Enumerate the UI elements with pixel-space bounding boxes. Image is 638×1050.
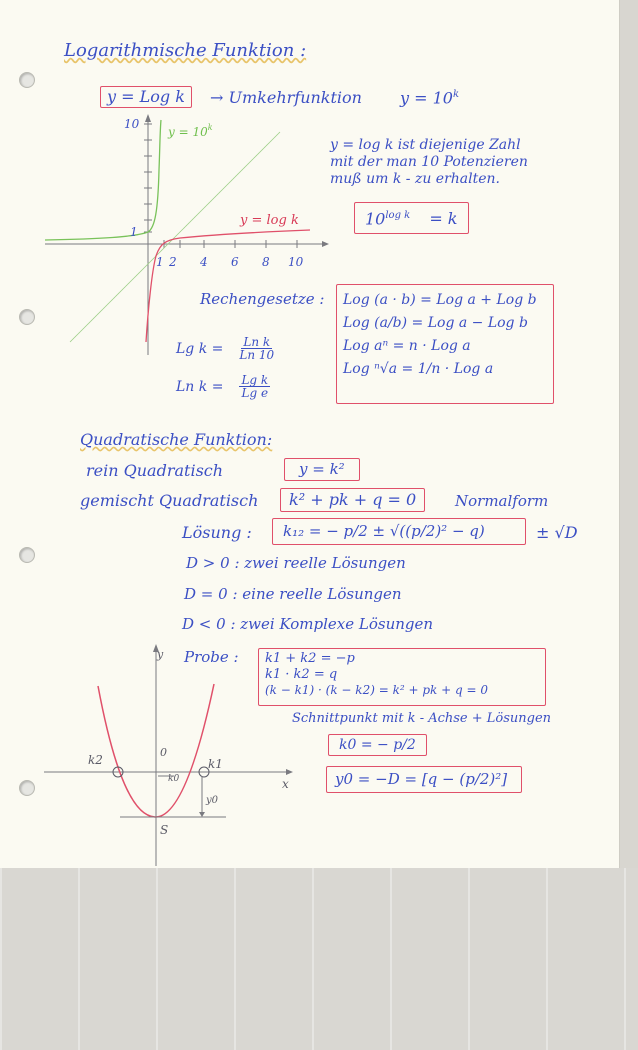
punch-hole-2 [19,309,35,325]
x-axis-label: x [282,777,289,791]
y0-formula: y0 = −D = [q − (p/2)²] [326,766,522,793]
def-box-exp: log k [385,210,411,221]
definition-line: y = log k ist diejenige Zahl [330,137,521,153]
y-axis-arrow-icon [145,114,151,122]
fraction-numerator: Ln k [243,335,271,349]
inverse-formula-base: y = 10 [400,88,453,108]
probe-line: k1 · k2 = q [265,667,338,682]
x-tick-label: 2 [169,255,177,269]
def-box-rest: = k [429,209,458,229]
y0-label: y0 [206,795,219,806]
loesung-label: Lösung : [182,523,252,542]
k2-label: k2 [88,753,103,767]
log-definition [330,138,528,186]
x-axis-arrow-icon [286,769,293,775]
rein-label: rein Quadratisch [86,461,224,480]
curve-log-label: y = log k [240,213,299,228]
x-tick-label: 10 [288,255,304,269]
rein-formula: y = k² [284,458,360,481]
k0-formula: k0 = − p/2 [328,734,427,756]
conversion-2 [176,374,270,399]
identity-line [70,132,280,342]
y-one-label: 1 [130,225,138,239]
conversion-left: Ln k = [176,378,224,395]
probe-line: k1 + k2 = −p [265,651,355,666]
curve-10x-label-exp: k [207,123,213,132]
y-top-label: 10 [124,117,140,131]
gemischt-formula: k² + pk + q = 0 [280,488,425,512]
rules-box [336,284,554,404]
case-line: D < 0 : zwei Komplexe Lösungen [182,615,434,633]
origin-label: 0 [160,746,167,759]
definition-line: muß um k - zu erhalten. [330,171,500,187]
log-section-title: Logarithmische Funktion : [64,40,307,61]
y-axis-label: y [157,648,164,661]
punch-hole-1 [19,72,35,88]
parabola-graph [40,640,300,868]
conversion-1 [176,336,274,361]
def-box-base: 10 [365,209,386,229]
fraction-numerator: Lg k [241,373,269,387]
curve-log [146,230,310,342]
schnitt-text: Schnittpunkt mit k - Achse + Lösungen [292,711,552,726]
normalform-label: Normalform [455,492,549,510]
gemischt-label: gemischt Quadratisch [80,491,259,510]
x-tick-label: 6 [231,255,239,269]
probe-box [258,648,546,706]
punch-hole-3 [19,547,35,563]
fraction-denominator: Ln 10 [239,348,275,362]
x-axis-arrow-icon [322,241,329,247]
probe-line: (k − k1) · (k − k2) = k² + pk + q = 0 [265,683,488,697]
probe-label: Probe : [184,648,239,666]
rules-label: Rechengesetze : [200,290,325,308]
loesung-formula: k₁₂ = − p/2 ± √((p/2)² − q) [272,518,526,545]
log-boxed-formula: y = Log k [100,86,192,108]
quad-section-title: Quadratische Funktion: [80,430,273,449]
umkehr-label: → Umkehrfunktion [210,88,362,107]
x-tick-label: 4 [200,255,208,269]
rule-line: Log ⁿ√a = 1/n · Log a [343,361,494,377]
x-tick-label: 8 [262,255,270,269]
inverse-formula-exp: k [452,89,460,100]
rule-line: Log aⁿ = n · Log a [343,338,471,354]
k1-label: k1 [208,757,223,771]
fraction-denominator: Lg e [241,386,269,400]
k0-label: k0 [168,774,180,784]
curve-10x-label-base: y = 10 [168,125,208,139]
inverse-formula [400,90,459,106]
curve-10x-label [167,123,213,139]
scan-background [0,868,638,1050]
vertex-s-label: S [160,823,169,837]
conversion-left: Lg k = [176,340,224,357]
case-line: D > 0 : zwei reelle Lösungen [186,554,406,572]
case-line: D = 0 : eine reelle Lösungen [184,585,402,603]
x-tick-label: 1 [156,255,164,269]
conversion-fraction [239,374,270,399]
y0-arrow-icon [199,812,205,817]
log-graph [40,110,330,360]
definition-line: mit der man 10 Potenzieren [330,154,528,170]
rule-line: Log (a/b) = Log a − Log b [343,315,528,331]
curve-10x [45,120,161,240]
rule-line: Log (a · b) = Log a + Log b [343,292,537,308]
loesung-side: ± √D [536,523,578,542]
punch-hole-4 [19,780,35,796]
conversion-fraction [239,336,274,361]
definition-box [354,202,469,234]
